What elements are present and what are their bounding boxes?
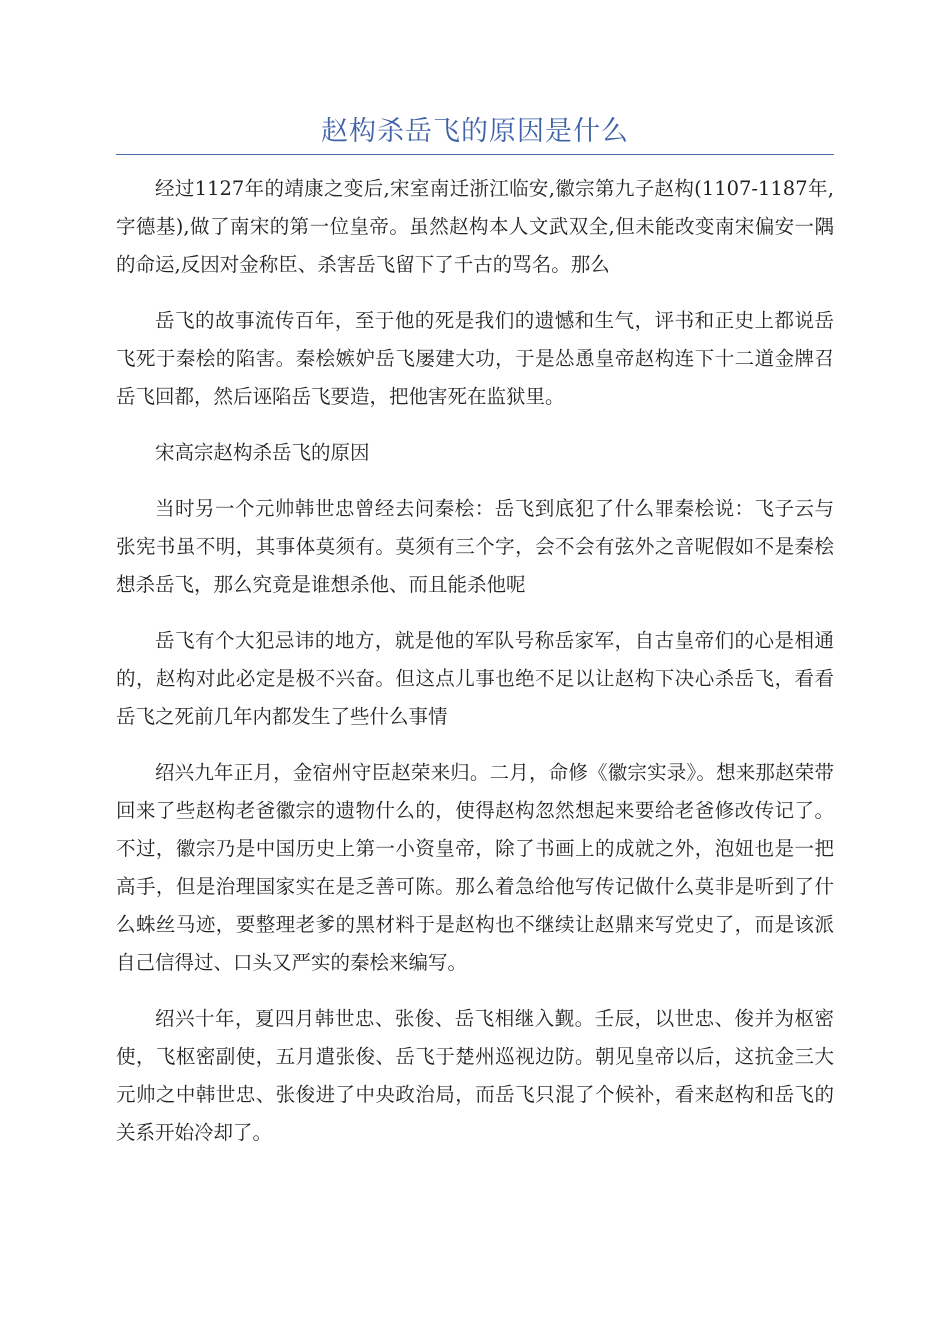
document-body <box>116 170 834 1170</box>
paragraph-4: 岳飞有个大犯忌讳的地方，就是他的军队号称岳家军，自古皇帝们的心是相通的，赵构对此必定是极不兴奋。但这点儿事也绝不足以让赵构下决心杀岳飞，看看岳飞之死前几年内都发生了些什么事情 <box>116 629 834 728</box>
paragraph-2: 岳飞的故事流传百年，至于他的死是我们的遗憾和生气，评书和正史上都说岳飞死于秦桧的陷害。秦桧嫉妒岳飞屡建大功，于是怂恿皇帝赵构连下十二道金牌召岳飞回都，然后诬陷岳飞要造，把他害死在监狱里。 <box>116 309 834 408</box>
page-title: 赵构杀岳飞的原因是什么 <box>321 116 629 147</box>
paragraph-1: 经过1127年的靖康之变后,宋室南迁浙江临安,徽宗第九子赵构(1107-1187年,字德基),做了南宋的第一位皇帝。虽然赵构本人文武双全,但未能改变南宋偏安一隅的命运,反因对金称臣、杀害岳飞留下了千古的骂名。那么 <box>116 177 834 276</box>
paragraph-5: 绍兴九年正月，金宿州守臣赵荣来归。二月，命修《徽宗实录》。想来那赵荣带回来了些赵构老爸徽宗的遗物什么的，使得赵构忽然想起来要给老爸修改传记了。不过，徽宗乃是中国历史上第一小资皇帝，除了书画上的成就之外，泡妞也是一把高手，但是治理国家实在是乏善可陈。那么着急给他写传记做什么莫非是听到了什么蛛丝马迹，要整理老爹的黑材料于是赵构也不继续让赵鼎来写党史了，而是该派自己信得过、口头又严实的秦桧来编写。 <box>116 761 834 974</box>
paragraph-3: 当时另一个元帅韩世忠曾经去问秦桧：岳飞到底犯了什么罪秦桧说：飞子云与张宪书虽不明，其事体莫须有。莫须有三个字，会不会有弦外之音呢假如不是秦桧想杀岳飞，那么究竟是谁想杀他、而且能杀他呢 <box>116 497 834 596</box>
section-heading: 宋高宗赵构杀岳飞的原因 <box>155 441 370 464</box>
title-underline <box>116 154 834 155</box>
paragraph-6: 绍兴十年，夏四月韩世忠、张俊、岳飞相继入觐。壬辰，以世忠、俊并为枢密使，飞枢密副使，五月遣张俊、岳飞于楚州巡视边防。朝见皇帝以后，这抗金三大元帅之中韩世忠、张俊进了中央政治局，而岳飞只混了个候补，看来赵构和岳飞的关系开始冷却了。 <box>116 1007 834 1144</box>
